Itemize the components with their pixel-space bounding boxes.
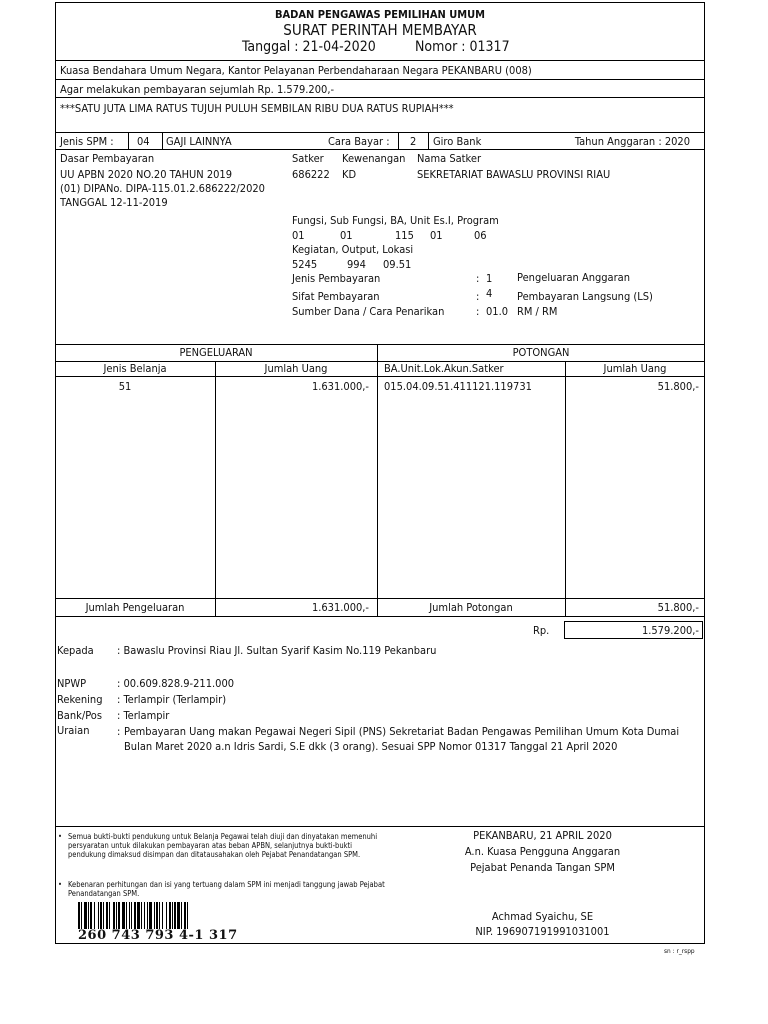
table-row-ba: 015.04.09.51.411121.119731 bbox=[384, 380, 532, 393]
dasar-line1: UU APBN 2020 NO.20 TAHUN 2019 bbox=[60, 168, 233, 181]
satker-code: 686222 bbox=[292, 168, 330, 181]
jenis-pembayaran-code: 1 bbox=[486, 272, 493, 285]
uraian-line1: Pembayaran Uang makan Pegawai Negeri Sipil (PNS) Sekretariat Badan Pengawas Pemilihan Umum Kota Dumai bbox=[124, 725, 680, 738]
sifat-pembayaran-value: Pembayaran Langsung (LS) bbox=[517, 290, 653, 303]
barcode-bar bbox=[129, 902, 130, 929]
uraian-label: Uraian bbox=[57, 724, 90, 737]
barcode-bar bbox=[118, 902, 120, 929]
agar-line: Agar melakukan pembayaran sejumlah Rp. 1.579.200,- bbox=[60, 83, 335, 96]
barcode-bar bbox=[109, 902, 110, 929]
barcode-bar bbox=[174, 902, 176, 929]
jumlah-pengeluaran-value: 1.631.000,- bbox=[311, 601, 369, 614]
npwp-label: NPWP bbox=[57, 677, 87, 690]
barcode-bar bbox=[88, 902, 89, 929]
tanggal: Tanggal : 21-04-2020 bbox=[242, 39, 376, 55]
signature-line2: Pejabat Penanda Tangan SPM bbox=[470, 861, 615, 874]
barcode-bar bbox=[131, 902, 132, 929]
barcode-bar bbox=[141, 902, 142, 929]
barcode-bar bbox=[154, 902, 155, 929]
pengeluaran-title: PENGELUARAN bbox=[179, 346, 253, 359]
col-jumlah-uang-right: Jumlah Uang bbox=[603, 362, 667, 375]
barcode-bar bbox=[159, 902, 160, 929]
tahun-anggaran: Tahun Anggaran : 2020 bbox=[574, 135, 690, 148]
col-jenis-belanja: Jenis Belanja bbox=[103, 362, 167, 375]
nama-satker-header: Nama Satker bbox=[417, 152, 482, 165]
document-title: SURAT PERINTAH MEMBAYAR bbox=[283, 21, 477, 39]
barcode-bar bbox=[81, 902, 82, 929]
fungsi-v2: 01 bbox=[340, 229, 353, 242]
jenis-pembayaran-sep: : bbox=[476, 272, 480, 285]
jenis-spm-name: GAJI LAINNYA bbox=[166, 135, 232, 148]
barcode-bar bbox=[166, 902, 167, 929]
barcode-bar bbox=[149, 902, 152, 929]
barcode-bar bbox=[126, 902, 127, 929]
barcode-bar bbox=[103, 902, 104, 929]
barcode bbox=[78, 902, 266, 929]
sumber-dana-label: Sumber Dana / Cara Penarikan bbox=[292, 305, 445, 318]
kegiatan-v3: 09.51 bbox=[383, 258, 412, 271]
signature-line1: A.n. Kuasa Pengguna Anggaran bbox=[464, 845, 621, 858]
signature-nip: NIP. 196907191991031001 bbox=[475, 925, 610, 938]
barcode-bar bbox=[169, 902, 171, 929]
note-1: • Semua bukti-bukti pendukung untuk Belanja Pegawai telah diuji dan dinyatakan memenuhi persyaratan untuk dilakukan pembayaran atas beban APBN, selanjutnya bukti-bukti pendukung dimaksud disimpan dan ditatausahakan oleh Pejabat Penandatangan SPM. bbox=[58, 832, 378, 859]
table-row-jumlah-left: 1.631.000,- bbox=[311, 380, 369, 393]
jenis-pembayaran-label: Jenis Pembayaran bbox=[292, 272, 381, 285]
col-ba: BA.Unit.Lok.Akun.Satker bbox=[384, 362, 504, 375]
barcode-bar bbox=[100, 902, 102, 929]
barcode-bar bbox=[84, 902, 87, 929]
barcode-bar bbox=[94, 902, 95, 929]
bank-value: : Terlampir bbox=[117, 709, 170, 722]
dasar-line3: TANGGAL 12-11-2019 bbox=[60, 196, 168, 209]
rekening-label: Rekening bbox=[57, 693, 103, 706]
net-label: Rp. bbox=[533, 624, 550, 637]
fungsi-v4: 01 bbox=[430, 229, 443, 242]
jumlah-potongan-label: Jumlah Potongan bbox=[429, 601, 513, 614]
barcode-bar bbox=[162, 902, 163, 929]
barcode-bar bbox=[106, 902, 108, 929]
kepada-label: Kepada bbox=[57, 644, 94, 657]
barcode-bar bbox=[134, 902, 136, 929]
barcode-bar bbox=[184, 902, 186, 929]
barcode-bar bbox=[137, 902, 140, 929]
table-row-jumlah-right: 51.800,- bbox=[657, 380, 699, 393]
nomor: Nomor : 01317 bbox=[415, 39, 510, 55]
dasar-line2: (01) DIPANo. DIPA-115.01.2.686222/2020 bbox=[60, 182, 265, 195]
kewenangan-header: Kewenangan bbox=[342, 152, 406, 165]
barcode-bar bbox=[156, 902, 158, 929]
barcode-bar bbox=[90, 902, 92, 929]
fungsi-v1: 01 bbox=[292, 229, 305, 242]
uraian-sep: : bbox=[117, 725, 121, 738]
sifat-pembayaran-label: Sifat Pembayaran bbox=[292, 290, 380, 303]
nama-satker-value: SEKRETARIAT BAWASLU PROVINSI RIAU bbox=[417, 168, 611, 181]
cara-bayar-label: Cara Bayar : bbox=[328, 135, 390, 148]
barcode-bar bbox=[122, 902, 125, 929]
sifat-pembayaran-code: 4 bbox=[486, 287, 493, 300]
jenis-spm-code: 04 bbox=[137, 135, 150, 148]
rekening-value: : Terlampir (Terlampir) bbox=[117, 693, 227, 706]
sumber-dana-sep: : bbox=[476, 305, 480, 318]
table-row-jenis: 51 bbox=[118, 380, 132, 393]
bank-label: Bank/Pos bbox=[57, 709, 102, 722]
cara-bayar-code: 2 bbox=[410, 135, 417, 148]
sifat-pembayaran-sep: : bbox=[476, 290, 480, 303]
kewenangan-value: KD bbox=[342, 168, 357, 181]
jenis-spm-label: Jenis SPM : bbox=[60, 135, 114, 148]
note-2: • Kebenaran perhitungan dan isi yang tertuang dalam SPM ini menjadi tanggung jawab Pejabat Penandatangan SPM. bbox=[58, 880, 385, 898]
fungsi-v3: 115 bbox=[395, 229, 414, 242]
barcode-bar bbox=[98, 902, 99, 929]
net-value: 1.579.200,- bbox=[641, 624, 699, 637]
fungsi-v5: 06 bbox=[474, 229, 487, 242]
kegiatan-v1: 5245 bbox=[292, 258, 318, 271]
signature-name: Achmad Syaichu, SE bbox=[491, 910, 594, 923]
kegiatan-v2: 994 bbox=[347, 258, 366, 271]
kuasa-line: Kuasa Bendahara Umum Negara, Kantor Pelayanan Perbendaharaan Negara PEKANBARU (008) bbox=[60, 64, 532, 77]
dasar-label: Dasar Pembayaran bbox=[60, 152, 155, 165]
fungsi-label: Fungsi, Sub Fungsi, BA, Unit Es.I, Program bbox=[292, 214, 499, 227]
barcode-bar bbox=[144, 902, 145, 929]
barcode-bar bbox=[78, 902, 80, 929]
sumber-dana-code: 01.0 bbox=[486, 305, 509, 318]
barcode-bar bbox=[113, 902, 115, 929]
col-jumlah-uang-left: Jumlah Uang bbox=[264, 362, 328, 375]
kegiatan-label: Kegiatan, Output, Lokasi bbox=[292, 243, 414, 256]
barcode-bar bbox=[116, 902, 117, 929]
terbilang: ***SATU JUTA LIMA RATUS TUJUH PULUH SEMBILAN RIBU DUA RATUS RUPIAH*** bbox=[60, 102, 454, 115]
barcode-bar bbox=[181, 902, 182, 929]
barcode-bar bbox=[147, 902, 148, 929]
potongan-title: POTONGAN bbox=[512, 346, 570, 359]
satker-header: Satker bbox=[292, 152, 324, 165]
barcode-bar bbox=[177, 902, 180, 929]
cara-bayar-name: Giro Bank bbox=[433, 135, 482, 148]
barcode-bar bbox=[172, 902, 173, 929]
signature-place-date: PEKANBARU, 21 APRIL 2020 bbox=[473, 829, 612, 842]
jumlah-pengeluaran-label: Jumlah Pengeluaran bbox=[85, 601, 185, 614]
barcode-number: 260 743 793 4-1 317 bbox=[78, 928, 238, 943]
uraian-line2: Bulan Maret 2020 a.n Idris Sardi, S.E dkk (3 orang). Sesuai SPP Nomor 01317 Tanggal 21 April 2020 bbox=[124, 740, 618, 753]
barcode-bar bbox=[187, 902, 188, 929]
kepada-value: : Bawaslu Provinsi Riau Jl. Sultan Syarif Kasim No.119 Pekanbaru bbox=[117, 644, 437, 657]
jumlah-potongan-value: 51.800,- bbox=[657, 601, 699, 614]
agency-name: BADAN PENGAWAS PEMILIHAN UMUM bbox=[274, 8, 485, 21]
sumber-dana-value: RM / RM bbox=[517, 305, 558, 318]
npwp-value: : 00.609.828.9-211.000 bbox=[117, 677, 235, 690]
footer-code: sn : r_rspp bbox=[664, 947, 695, 955]
jenis-pembayaran-value: Pengeluaran Anggaran bbox=[517, 271, 631, 284]
